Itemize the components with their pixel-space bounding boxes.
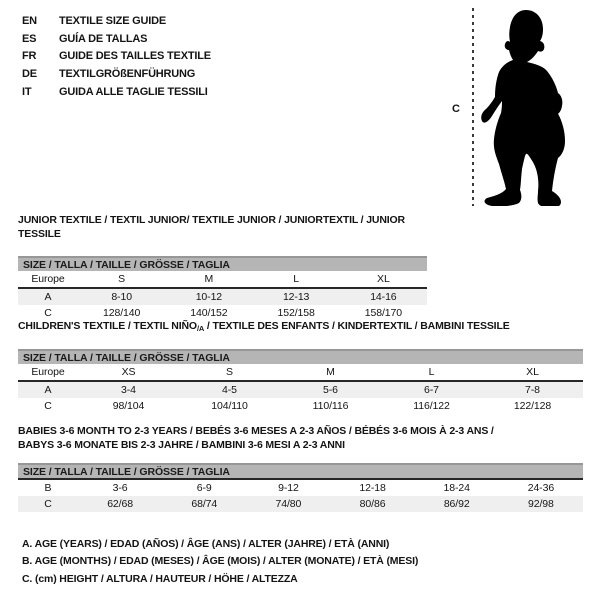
children-table-title: [18, 319, 583, 336]
col-header: XS: [78, 364, 179, 381]
size-header-label: SIZE / TALLA / TAILLE / GRÖSSE / TAGLIA: [18, 257, 427, 271]
cell-value: 24-36: [527, 482, 555, 494]
col-header: M: [165, 271, 252, 288]
cell-value: 14-16: [340, 288, 427, 305]
row-label: Europe: [18, 364, 78, 381]
language-label: TEXTILE SIZE GUIDE: [59, 15, 167, 27]
cell-value: 4-5: [179, 381, 280, 398]
cell-value: 62/68: [78, 496, 162, 512]
cell-value: 3-4: [78, 381, 179, 398]
age-row: [18, 288, 427, 305]
cell-value: 80/86: [330, 496, 414, 512]
col-header: S: [78, 271, 165, 288]
language-row-de: [22, 66, 211, 84]
children-table-section: [18, 319, 583, 414]
row-label: Europe: [18, 271, 78, 288]
title-prefix: CHILDREN'S TEXTILE / TEXTIL NIÑO: [18, 320, 197, 332]
cell-value: 10-12: [165, 288, 252, 305]
height-marker-label: C: [452, 103, 460, 115]
col-header: M: [280, 364, 381, 381]
cell-value: 152/158: [277, 307, 315, 319]
cell-value: 6-9: [196, 482, 212, 494]
col-header: L: [253, 271, 340, 288]
legend: [22, 536, 418, 588]
cell-value: 98/104: [112, 400, 145, 412]
language-label: GUIDA ALLE TAGLIE TESSILI: [59, 85, 208, 98]
title-line1: BABIES 3-6 MONTH TO 2-3 YEARS / BEBÉS 3-6 MESES A 2-3 AÑOS / BÉBÉS 3-6 MOIS À 2-3 ANS /: [18, 425, 494, 437]
cell-value: 74/80: [246, 496, 330, 512]
cell-value: 12-13: [253, 288, 340, 305]
height-row: [18, 496, 583, 512]
cell-value: 92/98: [499, 496, 583, 512]
language-list: [22, 13, 211, 102]
cell-value: 104/110: [211, 400, 248, 412]
title-line2: BABYS 3-6 MONATE BIS 2-3 JAHRE / BAMBINI 3-6 MESI A 2-3 ANNI: [18, 439, 345, 451]
row-label: C: [18, 496, 78, 512]
language-row-es: [22, 31, 211, 49]
cell-value: 68/74: [162, 496, 246, 512]
cell-value: 7-8: [482, 381, 583, 398]
junior-size-table: [18, 256, 427, 321]
size-header-row: [18, 350, 583, 364]
legend-line-b: B. AGE (MONTHS) / EDAD (MESES) / ÂGE (MOIS) / ALTER (MONATE) / ETÀ (MESI): [22, 555, 419, 568]
row-label: C: [44, 307, 52, 319]
row-label: B: [44, 482, 52, 494]
cell-value: 12-18: [359, 482, 386, 494]
children-size-table: [18, 349, 583, 414]
cell-value: 86/92: [415, 496, 499, 512]
size-header-label: SIZE / TALLA / TAILLE / GRÖSSE / TAGLIA: [18, 350, 583, 364]
cell-value: 9-12: [278, 482, 299, 494]
row-label: C: [44, 400, 52, 412]
size-header-row: [18, 257, 427, 271]
cell-value: 5-6: [280, 381, 381, 398]
language-row-fr: [22, 48, 211, 66]
cell-value: 116/122: [413, 400, 450, 412]
europe-row: [18, 364, 583, 381]
cell-value: 3-6: [112, 482, 128, 494]
legend-line-a: A. AGE (YEARS) / EDAD (AÑOS) / ÂGE (ANS) / ALTER (JAHRE) / ETÀ (ANNI): [22, 538, 390, 550]
age-months-row: [18, 479, 583, 496]
cell-value: 128/140: [102, 307, 141, 319]
language-label: TEXTILGRÖßENFÜHRUNG: [59, 68, 196, 81]
title-subscript: /A: [196, 324, 205, 333]
language-code: ES: [22, 32, 37, 45]
cell-value: 18-24: [443, 482, 470, 494]
junior-table-section: [18, 213, 427, 321]
language-row-it: [22, 84, 211, 102]
cell-value: 6-7: [381, 381, 482, 398]
cell-value: 122/128: [513, 400, 552, 412]
babies-table-title: [18, 424, 583, 452]
language-label: GUIDE DES TAILLES TEXTILE: [59, 50, 211, 63]
babies-size-table: [18, 463, 583, 512]
size-header-label: SIZE / TALLA / TAILLE / GRÖSSE / TAGLIA: [18, 464, 583, 479]
age-row: [18, 381, 583, 398]
language-code: DE: [22, 68, 37, 81]
babies-table-section: [18, 424, 583, 512]
language-label: GUÍA DE TALLAS: [59, 32, 148, 45]
toddler-silhouette-icon: [478, 4, 574, 206]
row-label: A: [18, 288, 78, 305]
cell-value: 140/152: [190, 307, 228, 319]
europe-row: [18, 271, 427, 288]
language-row-en: [22, 13, 211, 31]
size-header-row: [18, 464, 583, 479]
language-code: IT: [22, 85, 32, 98]
title-suffix: / TEXTILE DES ENFANTS / KINDERTEXTIL / BAMBINI TESSILE: [204, 320, 510, 332]
row-label: A: [18, 381, 78, 398]
cell-value: 110/116: [312, 400, 349, 412]
language-code: FR: [22, 50, 37, 63]
language-code: EN: [22, 15, 37, 27]
cell-value: 158/170: [364, 307, 402, 319]
height-dotted-line: [472, 8, 474, 206]
legend-line-c: C. (cm) HEIGHT / ALTURA / HAUTEUR / HÖHE / ALTEZZA: [22, 572, 298, 585]
col-header: L: [381, 364, 482, 381]
height-row: [18, 398, 583, 414]
col-header: S: [179, 364, 280, 381]
col-header: XL: [482, 364, 583, 381]
col-header: XL: [340, 271, 427, 288]
cell-value: 8-10: [78, 288, 165, 305]
junior-table-title: JUNIOR TEXTILE / TEXTIL JUNIOR/ TEXTILE JUNIOR / JUNIORTEXTIL / JUNIOR TESSILE: [18, 214, 405, 240]
